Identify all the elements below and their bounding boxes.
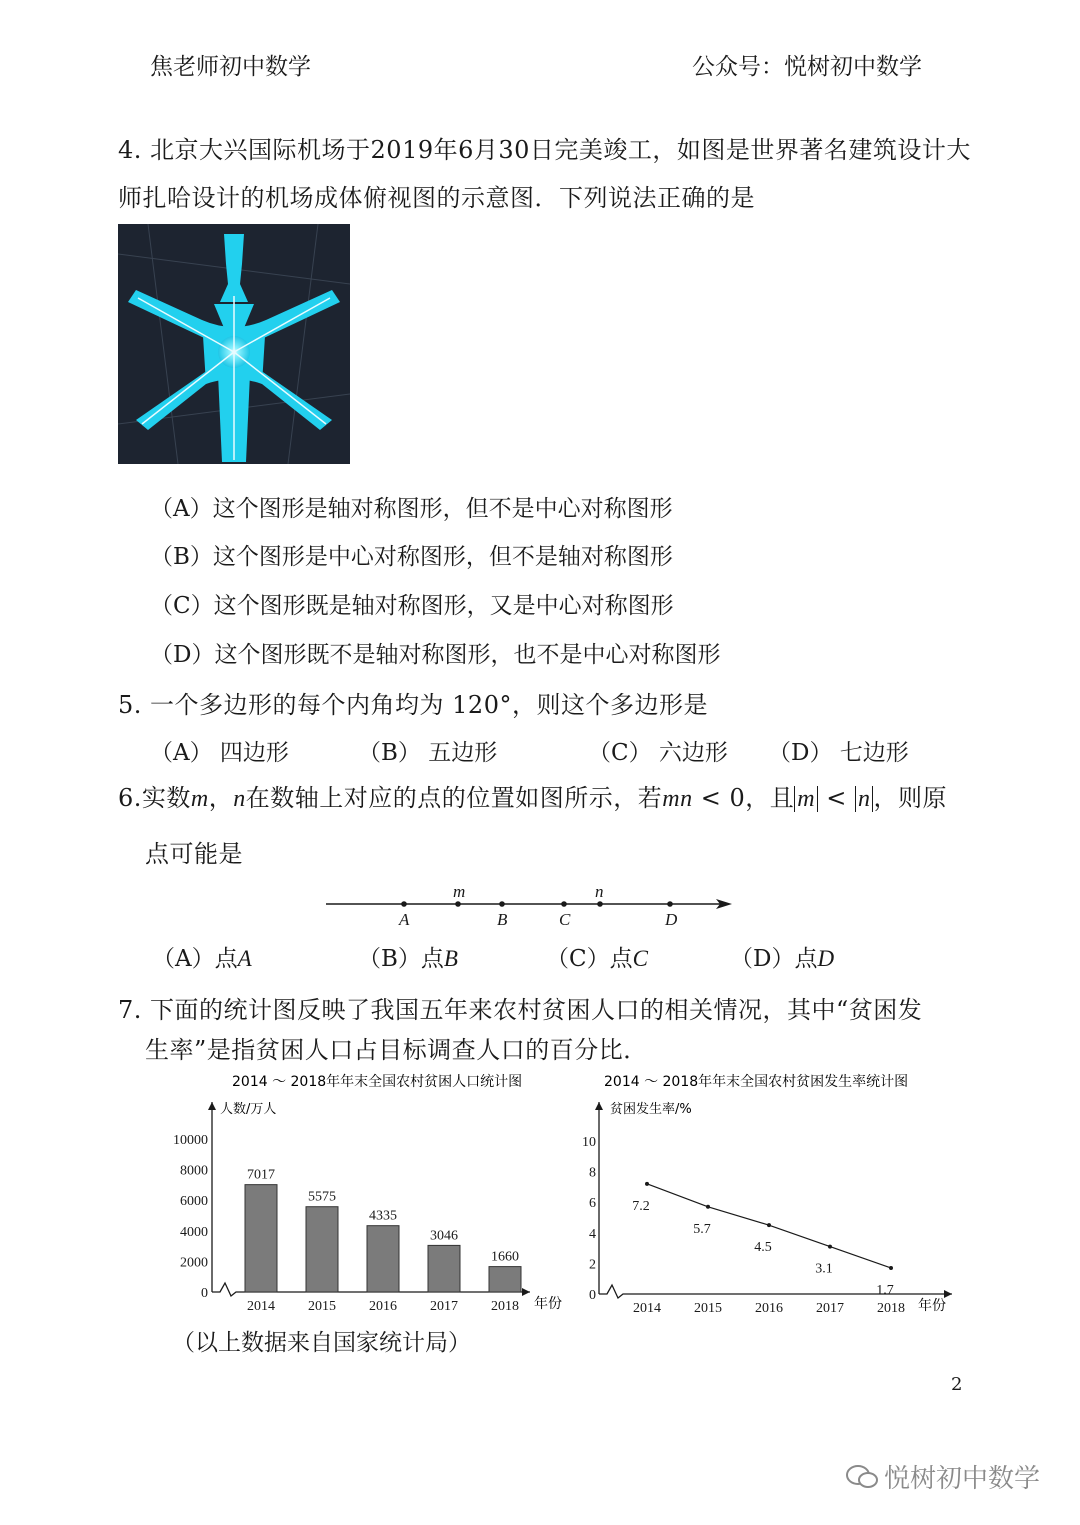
q6-option-c-letter: C (632, 946, 648, 971)
bar-2017 (428, 1245, 460, 1292)
bar-chart-ytick: 2000 (180, 1255, 208, 1271)
q4-option-c: （C）这个图形既是轴对称图形，又是中心对称图形 (150, 593, 674, 619)
q6-text-1: 6.实数 (118, 784, 191, 812)
line-chart-x-axis (599, 1282, 952, 1298)
bar-chart-xtick-2018: 2018 (491, 1299, 519, 1314)
q6-option-c-prefix: （C）点 (546, 946, 633, 972)
q6-option-b (358, 940, 458, 973)
number-line-point-B (499, 901, 505, 907)
q5-option-b: （B） 五边形 (358, 740, 498, 766)
bar-chart-ytick: 4000 (180, 1224, 208, 1240)
line-chart-ytick: 10 (582, 1135, 596, 1150)
q5-option-c: （C） 六边形 (588, 740, 728, 766)
bar-2014 (245, 1185, 277, 1292)
line-chart (572, 1064, 962, 1326)
q6-text-4: < 0，且 (692, 784, 795, 812)
watermark (846, 1458, 1040, 1495)
line-chart-x-arrow-icon (944, 1290, 952, 1298)
line-chart-xtick-2015: 2015 (694, 1301, 722, 1316)
bar-value-label-2018: 1660 (491, 1249, 519, 1265)
q7-stem-line2: 生率”是指贫困人口占目标调查人口的百分比． (145, 1036, 648, 1064)
line-value-label-2017: 3.1 (815, 1261, 833, 1277)
number-line (320, 878, 740, 930)
q6-option-d-letter: D (817, 946, 835, 971)
bar-value-label-2016: 4335 (369, 1208, 397, 1224)
header-right: 公众号：悦树初中数学 (692, 54, 922, 80)
bar-chart-xtick-2014: 2014 (247, 1299, 275, 1314)
line-chart-xlabel: 年份 (918, 1299, 946, 1314)
line-value-label-2014: 7.2 (632, 1198, 650, 1214)
q6-stem-line2: 点可能是 (145, 840, 243, 868)
q6-option-b-prefix: （B）点 (358, 946, 444, 972)
line-value-label-2016: 4.5 (754, 1240, 772, 1256)
q6-less-than: < (818, 784, 855, 812)
bar-chart (150, 1064, 575, 1326)
bar-chart-ytick: 8000 (180, 1163, 208, 1179)
bar-chart-xtick-2016: 2016 (369, 1299, 397, 1314)
bar-value-label-2014: 7017 (247, 1167, 275, 1183)
line-point-2018 (889, 1266, 893, 1270)
abs-n: n (855, 786, 874, 812)
bar-chart-xlabel: 年份 (534, 1297, 562, 1312)
number-line-point-D (667, 901, 673, 907)
number-line-label-m: m (453, 882, 466, 901)
condition-mn: mn (662, 786, 693, 812)
q6-stem-line1 (118, 778, 947, 813)
q5-option-a: （A） 四边形 (150, 740, 289, 766)
line-chart-xtick-2017: 2017 (816, 1301, 844, 1316)
q6-text-2: ， (208, 784, 234, 812)
var-m: m (190, 786, 209, 812)
abs-m: m (794, 786, 818, 812)
bar-chart-x-arrow-icon (522, 1288, 530, 1296)
bar-2016 (367, 1226, 399, 1292)
line-point-2014 (645, 1182, 649, 1186)
number-line-point-n (597, 901, 603, 907)
bar-chart-ytick: 10000 (173, 1133, 208, 1148)
var-n: n (233, 786, 246, 812)
q6-option-d (730, 940, 834, 973)
q5-stem: 5. 一个多边形的每个内角均为 120°，则这个多边形是 (118, 691, 708, 719)
line-point-2017 (828, 1245, 832, 1249)
header-left: 焦老师初中数学 (150, 54, 311, 80)
number-line-point-C (561, 901, 567, 907)
line-chart-ytick: 8 (589, 1165, 596, 1181)
line-value-label-2018: 1.7 (876, 1282, 894, 1298)
q6-option-b-letter: B (443, 946, 458, 971)
airport-aerial-image (118, 224, 350, 464)
number-line-label-A: A (399, 910, 410, 929)
line-chart-title: 2014 ～ 2018年年末全国农村贫困发生率统计图 (604, 1074, 909, 1090)
bar-chart-ytick: 6000 (180, 1194, 208, 1210)
line-chart-xtick-2018: 2018 (877, 1301, 905, 1316)
watermark-text: 悦树初中数学 (884, 1464, 1041, 1494)
bar-2015 (306, 1207, 338, 1292)
number-line-label-D: D (665, 910, 678, 929)
page-number: 2 (951, 1374, 963, 1395)
q6-option-d-prefix: （D）点 (730, 946, 818, 972)
line-chart-ytick: 0 (589, 1288, 596, 1303)
bar-chart-ylabel: 人数/万人 (220, 1102, 277, 1117)
bar-chart-ytick: 0 (201, 1286, 208, 1301)
number-line-label-n: n (595, 882, 604, 901)
q6-option-a-letter: A (237, 946, 252, 971)
bar-2018 (489, 1267, 521, 1292)
q6-option-c (546, 940, 648, 973)
q7-stem-line1: 7. 下面的统计图反映了我国五年来农村贫困人口的相关情况，其中“贫困发 (118, 996, 923, 1024)
q4-stem-line2: 师扎哈设计的机场成体俯视图的示意图．下列说法正确的是 (118, 184, 755, 212)
line-point-2016 (767, 1223, 771, 1227)
q6-option-a (152, 940, 252, 973)
q6-option-a-prefix: （A）点 (152, 946, 238, 972)
number-line-label-B: B (497, 910, 508, 929)
line-chart-xtick-2014: 2014 (633, 1301, 661, 1316)
bar-chart-title: 2014 ～ 2018年年末全国农村贫困人口统计图 (232, 1074, 523, 1090)
number-line-point-m (455, 901, 461, 907)
q5-option-d: （D） 七边形 (768, 740, 909, 766)
line-chart-xtick-2016: 2016 (755, 1301, 783, 1316)
q4-stem-line1: 4. 北京大兴国际机场于2019年6月30日完美竣工，如图是世界著名建筑设计大 (118, 136, 971, 164)
q4-option-b: （B）这个图形是中心对称图形，但不是轴对称图形 (150, 544, 673, 570)
line-chart-ytick: 4 (589, 1226, 596, 1242)
bar-value-label-2015: 5575 (308, 1189, 336, 1205)
bar-chart-y-arrow-icon (208, 1102, 216, 1110)
q4-option-a: （A）这个图形是轴对称图形，但不是中心对称图形 (150, 496, 673, 522)
line-chart-y-arrow-icon (595, 1102, 603, 1110)
wechat-icon (846, 1464, 878, 1490)
q4-option-d: （D）这个图形既不是轴对称图形，也不是中心对称图形 (150, 642, 721, 668)
bar-value-label-2017: 3046 (430, 1228, 458, 1244)
number-line-label-C: C (559, 910, 571, 929)
q6-text-3: 在数轴上对应的点的位置如图所示，若 (245, 784, 663, 812)
line-chart-ytick: 6 (589, 1196, 596, 1212)
line-chart-ylabel: 贫困发生率/% (610, 1102, 692, 1117)
line-point-2015 (706, 1205, 710, 1209)
line-chart-ytick: 2 (589, 1257, 596, 1273)
bar-chart-xtick-2017: 2017 (430, 1299, 458, 1314)
line-value-label-2015: 5.7 (693, 1221, 711, 1237)
airport-star-shape (118, 224, 350, 464)
q6-text-5: ，则原 (873, 784, 947, 812)
data-source-note: （以上数据来自国家统计局） (172, 1330, 471, 1356)
number-line-point-A (401, 901, 407, 907)
bar-chart-xtick-2015: 2015 (308, 1299, 336, 1314)
